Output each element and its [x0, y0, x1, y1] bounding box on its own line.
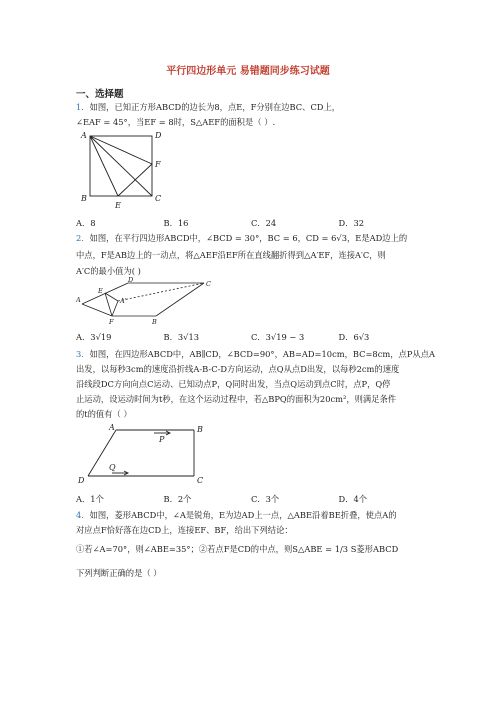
q3-figure — [76, 420, 216, 490]
q4-line1 — [76, 509, 397, 521]
q1-text1: 如图，已知正方形ABCD的边长为8，点E，F分别在边BC、CD上， — [89, 102, 341, 112]
q1-label-d: D — [155, 131, 162, 140]
q3-label-q: Q — [109, 463, 116, 472]
q2-side-ab — [82, 304, 112, 316]
q1-option-d[interactable]: D．32 — [338, 218, 365, 228]
q3-option-b[interactable]: B．2个 — [163, 494, 192, 504]
q3-line1 — [76, 348, 435, 360]
q2-option-b[interactable]: B．3√13 — [163, 332, 200, 342]
q2-number: 2． — [76, 233, 90, 243]
q1-line-af — [90, 136, 152, 164]
q3-options — [76, 493, 426, 505]
q4-line3: ①若∠A=70°，则∠ABE=35°；②若点F是CD的中点，则S△ABE = 1/3 S菱形ABCD — [76, 544, 399, 554]
q2-figure — [76, 276, 216, 326]
q4-text1: 如图，菱形ABCD中，∠A是锐角，E为边AD上一点，△ABE沿着BE折叠，使点A的 — [89, 510, 397, 520]
q2-label-b: B — [152, 318, 157, 326]
q4-line2: 对应点F恰好落在边CD上，连接EF、BF，给出下列结论： — [76, 525, 293, 535]
q2-text1: 如图，在平行四边形ABCD中，∠BCD = 30°，BC = 6，CD = 6√3，E是AD边上的 — [89, 233, 408, 243]
q2-side-cb — [156, 283, 204, 316]
q1-diagonal-ac — [90, 136, 152, 196]
q2-label-a1: A' — [120, 297, 127, 305]
q1-line1 — [76, 101, 340, 113]
q2-label-d: D — [128, 276, 134, 284]
q3-label-c: C — [197, 476, 204, 485]
q3-option-d[interactable]: D．4个 — [338, 494, 368, 504]
q3-label-b: B — [197, 425, 203, 434]
q1-line-ae — [90, 136, 118, 196]
q3-line2: 出发，以每秒3cm的速度沿折线A-B-C-D方向运动，点Q从点D出发，以每秒2cm的速度 — [76, 364, 400, 374]
q3-line5: 的t的值有（ ） — [76, 409, 132, 419]
section-heading: 一、选择题 — [76, 89, 124, 100]
q1-option-a[interactable]: A．8 — [76, 218, 96, 228]
q1-option-c[interactable]: C．24 — [251, 218, 277, 228]
q2-option-a[interactable]: A．3√19 — [76, 332, 112, 342]
q1-number: 1． — [76, 102, 90, 112]
q3-label-p: P — [159, 435, 165, 444]
page-title: 平行四边形单元 易错题同步练习试题 — [166, 66, 330, 77]
q1-label-a: A — [81, 131, 87, 140]
q1-label-f: F — [155, 160, 161, 169]
q2-option-c[interactable]: C．3√19 − 3 — [251, 332, 305, 342]
q3-line3: 沿线段DC方向向点C运动、已知动点P，Q同时出发，当点Q运动到点C时，点P，Q停 — [76, 379, 391, 389]
q3-label-d: D — [78, 476, 85, 485]
q2-label-e: E — [98, 287, 103, 295]
q1-option-b[interactable]: B．16 — [163, 218, 189, 228]
q2-options — [76, 331, 426, 343]
q3-option-c[interactable]: C．3个 — [251, 494, 280, 504]
q2-line2: 中点，F是AB边上的一动点，将△AEF沿EF所在直线翻折得到△A′EF，连接A′C，则 — [76, 250, 386, 260]
q1-figure — [76, 128, 176, 218]
q2-option-d[interactable]: D．6√3 — [338, 332, 370, 342]
q1-label-c: C — [155, 194, 162, 203]
q1-label-e: E — [115, 201, 121, 210]
q2-label-a: A — [76, 296, 81, 304]
q2-line-fa1 — [112, 301, 118, 316]
q4-number: 4． — [76, 510, 90, 520]
q1-options — [76, 217, 426, 229]
q2-label-c: C — [206, 280, 211, 288]
q1-label-b: B — [81, 194, 87, 203]
q4-line4: 下列判断正确的是（ ） — [76, 568, 162, 578]
q2-label-f: F — [109, 318, 114, 326]
q2-line3: A′C的最小值为( ) — [76, 266, 141, 276]
q1-line2: ∠EAF = 45°，当EF = 8时，S△AEF的面积是（ ）. — [76, 117, 276, 127]
q3-text1: 如图，在四边形ABCD中，AB∥CD，∠BCD=90°，AB=AD=10cm，BC=8cm，点P从点A — [89, 349, 435, 359]
q3-label-a: A — [109, 423, 115, 432]
q3-number: 3． — [76, 349, 90, 359]
q2-line1 — [76, 232, 407, 244]
q3-option-a[interactable]: A．1个 — [76, 494, 104, 504]
q3-line4: 止运动，设运动时间为t秒，在这个运动过程中，若△BPQ的面积为20cm²，则满足条件 — [76, 394, 397, 404]
